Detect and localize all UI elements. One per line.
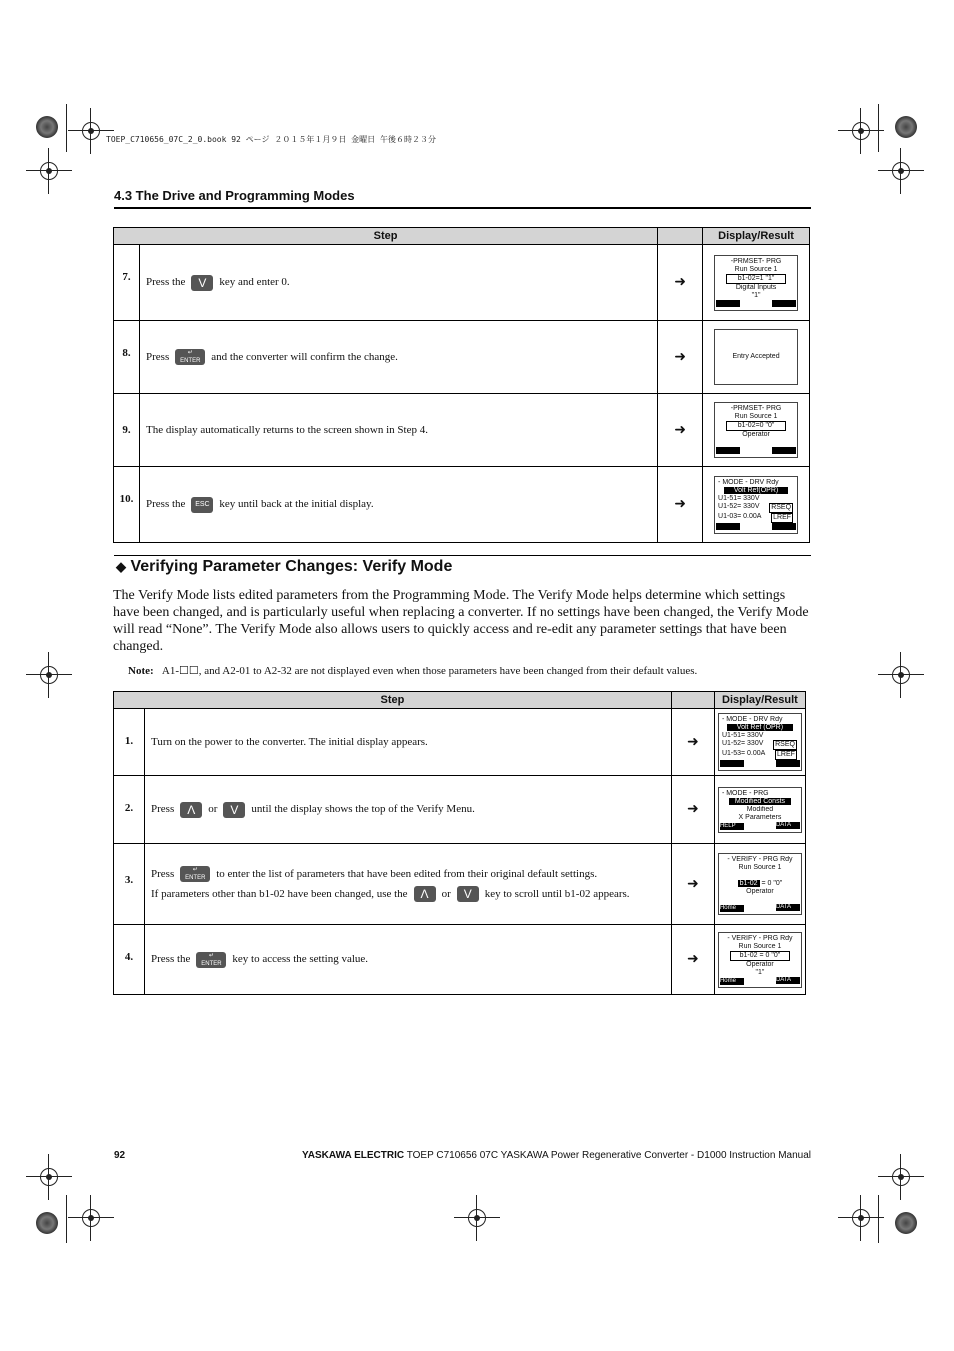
registration-dial-icon — [895, 1212, 917, 1234]
registration-dial-icon — [36, 116, 58, 138]
print-header: TOEP_C710656_07C_2_0.book 92 ページ ２０１５年１月９日 金曜日 午後６時２３分 — [106, 135, 436, 144]
steps-table-1 — [113, 227, 810, 543]
heading-rule — [114, 207, 811, 209]
registration-dial-icon — [895, 116, 917, 138]
crosshair-icon — [848, 118, 874, 144]
crop-mark — [878, 104, 879, 152]
display-result — [703, 394, 810, 467]
crosshair-icon — [36, 662, 62, 688]
arrow-icon: ➜ — [658, 394, 703, 467]
crosshair-icon — [848, 1205, 874, 1231]
verify-heading: ◆ Verifying Parameter Changes: Verify Mode — [116, 558, 453, 575]
crop-mark — [66, 104, 67, 152]
lcd-display: - MODE - PRG Modified Consts Modified X Parameters HELP DATA — [718, 787, 802, 833]
col-arrow-header — [658, 228, 703, 245]
step-text: Press the ESC key until back at the initial display. — [140, 467, 658, 543]
display-result — [703, 321, 810, 394]
up-key-icon: Λ — [180, 802, 202, 818]
crosshair-icon — [888, 158, 914, 184]
col-step-header: Step — [114, 228, 658, 245]
crosshair-icon — [78, 118, 104, 144]
lcd-display: - VERIFY - PRG Rdy Run Source 1 b1-02 = 0 "0" Operator Home DATA — [718, 853, 802, 915]
step-number: 3. — [114, 844, 145, 925]
step-number: 8. — [114, 321, 140, 394]
footer-text: YASKAWA ELECTRIC TOEP C710656 07C YASKAWA Power Regenerative Converter - D1000 Instruction Manual — [302, 1150, 811, 1161]
crosshair-icon — [36, 158, 62, 184]
section-divider — [114, 555, 811, 556]
step-text: Turn on the power to the converter. The initial display appears. — [145, 709, 672, 776]
lcd-display: -PRMSET- PRG Run Source 1 b1-02=1 "1" Digital Inputs "1" — [714, 255, 798, 311]
display-result — [714, 776, 805, 844]
page-number: 92 — [114, 1150, 126, 1161]
down-key-icon: V — [223, 802, 245, 818]
display-result — [714, 844, 805, 925]
step-number: 9. — [114, 394, 140, 467]
down-key-icon: V — [457, 886, 479, 902]
arrow-icon: ➜ — [658, 467, 703, 543]
col-result-header: Display/Result — [703, 228, 810, 245]
step-number: 2. — [114, 776, 145, 844]
display-result — [714, 709, 805, 776]
display-result — [703, 245, 810, 321]
arrow-icon: ➜ — [671, 925, 714, 995]
arrow-icon: ➜ — [671, 844, 714, 925]
lcd-display: -PRMSET- PRG Run Source 1 b1-02=0 "0" Operator — [714, 402, 798, 458]
arrow-icon: ➜ — [658, 245, 703, 321]
step-number: 7. — [114, 245, 140, 321]
crosshair-icon — [464, 1205, 490, 1231]
arrow-icon: ➜ — [658, 321, 703, 394]
display-result — [714, 925, 805, 995]
arrow-icon: ➜ — [671, 709, 714, 776]
step-text: The display automatically returns to the screen shown in Step 4. — [140, 394, 658, 467]
crop-mark — [66, 1195, 67, 1243]
enter-key-icon: ↵ ENTER — [196, 952, 226, 968]
col-result-header: Display/Result — [714, 692, 805, 709]
step-number: 4. — [114, 925, 145, 995]
enter-key-icon: ↵ ENTER — [175, 349, 205, 365]
diamond-bullet-icon: ◆ — [116, 559, 126, 574]
crosshair-icon — [36, 1164, 62, 1190]
step-number: 10. — [114, 467, 140, 543]
col-step-header: Step — [114, 692, 672, 709]
crosshair-icon — [888, 1164, 914, 1190]
lcd-display: Entry Accepted — [714, 329, 798, 385]
lcd-display: - MODE - DRV Rdy Volt Ref (OPR) U1-51= 330V U1-52= 330V RSEQ U1-53= 0.00A LREF — [718, 713, 802, 771]
steps-table-2 — [113, 691, 806, 995]
esc-key-icon: ESC — [191, 497, 213, 513]
step-text: Press the V key and enter 0. — [140, 245, 658, 321]
step-text: Press ↵ ENTER and the converter will confirm the change. — [140, 321, 658, 394]
section-heading: 4.3 The Drive and Programming Modes — [114, 188, 355, 203]
lcd-display: - VERIFY - PRG Rdy Run Source 1 b1-02 = 0 "0" Operator "1" Home DATA — [718, 932, 802, 988]
display-result — [703, 467, 810, 543]
col-arrow-header — [671, 692, 714, 709]
down-key-icon: V — [191, 275, 213, 291]
up-key-icon: Λ — [414, 886, 436, 902]
note: Note: A1-☐☐, and A2-01 to A2-32 are not displayed even when those parameters have been changed from their default values. — [128, 665, 698, 677]
step-number: 1. — [114, 709, 145, 776]
arrow-icon: ➜ — [671, 776, 714, 844]
crosshair-icon — [888, 662, 914, 688]
registration-dial-icon — [36, 1212, 58, 1234]
crop-mark — [878, 1195, 879, 1243]
step-text: Press Λ or V until the display shows the top of the Verify Menu. — [145, 776, 672, 844]
lcd-display: - MODE - DRV Rdy Volt Ref(OPR) U1-51= 330V U1-52= 330V RSEQ U1-03= 0.00A LREF — [714, 476, 798, 534]
step-text: Press the ↵ ENTER key to access the setting value. — [145, 925, 672, 995]
verify-paragraph: The Verify Mode lists edited parameters from the Programming Mode. The Verify Mode helps determine which settings have been changed, and is particularly useful when replacing a converter. If no settings have been changed, the Verify Mode will read “None”. The Verify Mode also allows users to quickly access and re-edit any parameter settings that have been changed. — [113, 588, 809, 654]
enter-key-icon: ↵ ENTER — [180, 866, 210, 882]
step-text: Press ↵ ENTER to enter the list of parameters that have been edited from their original default settings. If parameters other than b1-02 have been changed, use the Λ or V key to scroll until b1-02 appears. — [145, 844, 672, 925]
crosshair-icon — [78, 1205, 104, 1231]
